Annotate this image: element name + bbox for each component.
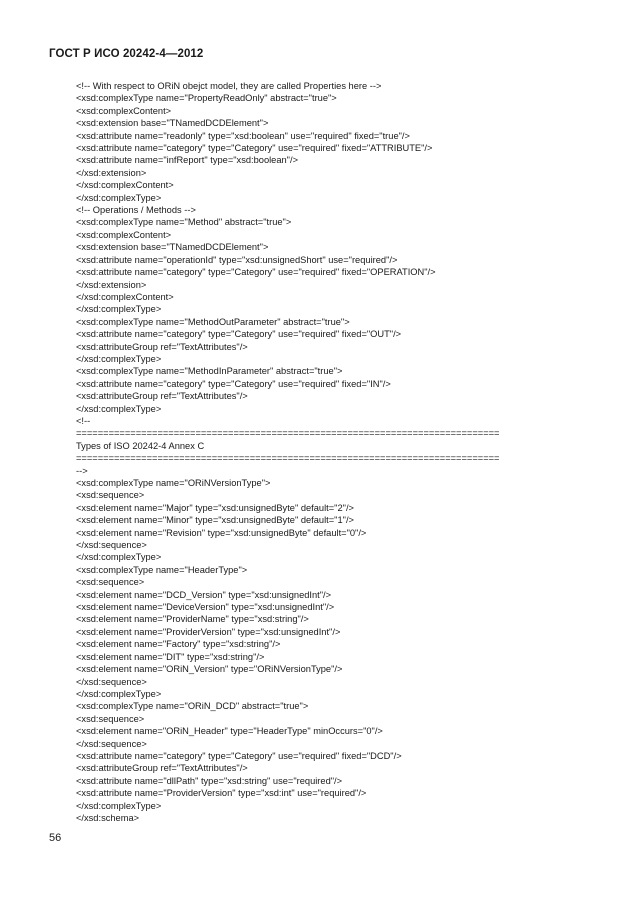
code-line: </xsd:complexType> <box>76 353 162 364</box>
code-line: <xsd:element name="ORiN_Header" type="HeaderType" minOccurs="0"/> <box>76 726 383 737</box>
code-line: </xsd:complexType> <box>76 800 162 811</box>
code-line: </xsd:complexContent> <box>76 180 174 191</box>
code-line: <xsd:complexType name="ORiNVersionType"> <box>76 478 271 488</box>
code-line: <xsd:complexType name="PropertyReadOnly" abstract="true"> <box>76 93 337 104</box>
code-line: <xsd:attribute name="category" type="Category" use="required" fixed="DCD"/> <box>76 750 402 761</box>
code-line: <xsd:sequence> <box>76 490 145 501</box>
code-line: <xsd:element name="ProviderName" type="xsd:string"/> <box>76 614 309 625</box>
code-line: </xsd:schema> <box>76 812 140 823</box>
code-line: <xsd:complexContent> <box>76 105 172 116</box>
code-line: </xsd:sequence> <box>76 676 147 687</box>
code-line: ============================================================================== <box>76 453 500 464</box>
code-line: --> <box>76 465 88 476</box>
code-line: <xsd:element name="ORiN_Version" type="ORiNVersionType"/> <box>76 664 343 675</box>
code-line: <xsd:element name="DeviceVersion" type="xsd:unsignedInt"/> <box>76 602 335 613</box>
code-line: <xsd:attribute name="category" type="Category" use="required" fixed="IN"/> <box>76 378 391 389</box>
code-line: <!-- With respect to ORiN obejct model, they are called Properties here --> <box>76 81 382 91</box>
code-line: <xsd:sequence> <box>76 713 145 724</box>
code-line: <xsd:element name="Minor" type="xsd:unsignedByte" default="1"/> <box>76 515 354 526</box>
code-line: </xsd:complexContent> <box>76 291 174 302</box>
code-line: </xsd:complexType> <box>76 552 162 563</box>
code-line: <xsd:attribute name="infReport" type="xsd:boolean"/> <box>76 155 298 166</box>
code-line: <xsd:element name="Factory" type="xsd:string"/> <box>76 639 281 650</box>
document-header: ГОСТ Р ИСО 20242-4—2012 <box>49 48 204 60</box>
code-line: <!-- Operations / Methods --> <box>76 205 196 216</box>
code-line: </xsd:complexType> <box>76 304 162 315</box>
code-line: </xsd:complexType> <box>76 688 162 699</box>
code-line: <xsd:attribute name="category" type="Category" use="required" fixed="OUT"/> <box>76 329 402 340</box>
page-number: 56 <box>49 832 62 844</box>
code-line: <xsd:attribute name="readonly" type="xsd:boolean" use="required" fixed="true"/> <box>76 130 410 141</box>
code-line: </xsd:extension> <box>76 279 147 290</box>
code-line: <!-- <box>76 415 91 426</box>
code-line: <xsd:attributeGroup ref="TextAttributes"/> <box>76 763 248 774</box>
code-line: <xsd:extension base="TNamedDCDElement"> <box>76 118 269 129</box>
code-line: <xsd:complexType name="HeaderType"> <box>76 564 248 575</box>
code-line: <xsd:element name="Major" type="xsd:unsignedByte" default="2"/> <box>76 502 354 513</box>
code-line: <xsd:attribute name="operationId" type="xsd:unsignedShort" use="required"/> <box>76 254 398 265</box>
code-line: <xsd:attribute name="dllPath" type="xsd:string" use="required"/> <box>76 775 343 786</box>
code-line: <xsd:attributeGroup ref="TextAttributes"/> <box>76 341 248 352</box>
xml-schema-code-block <box>76 80 516 824</box>
code-line: </xsd:sequence> <box>76 540 147 551</box>
code-line: <xsd:complexType name="Method" abstract="true"> <box>76 217 292 228</box>
code-line: <xsd:complexType name="ORiN_DCD" abstract="true"> <box>76 701 309 712</box>
code-line: </xsd:sequence> <box>76 738 147 749</box>
code-line: <xsd:element name="Revision" type="xsd:unsignedByte" default="0"/> <box>76 527 367 538</box>
code-line: Types of ISO 20242-4 Annex C <box>76 440 205 451</box>
code-line: <xsd:complexType name="MethodInParameter" abstract="true"> <box>76 366 343 377</box>
code-line: <xsd:extension base="TNamedDCDElement"> <box>76 242 269 253</box>
code-line: <xsd:attribute name="category" type="Category" use="required" fixed="OPERATION"/> <box>76 267 436 278</box>
code-line: <xsd:sequence> <box>76 577 145 588</box>
code-line: </xsd:complexType> <box>76 403 162 414</box>
code-line: <xsd:attribute name="category" type="Category" use="required" fixed="ATTRIBUTE"/> <box>76 143 433 154</box>
code-line: <xsd:element name="DCD_Version" type="xsd:unsignedInt"/> <box>76 589 332 600</box>
code-line: <xsd:attributeGroup ref="TextAttributes"/> <box>76 391 248 402</box>
code-line: </xsd:complexType> <box>76 192 162 203</box>
code-line: <xsd:attribute name="ProviderVersion" type="xsd:int" use="required"/> <box>76 788 367 799</box>
code-line: <xsd:complexType name="MethodOutParameter" abstract="true"> <box>76 316 350 327</box>
code-line: </xsd:extension> <box>76 167 147 178</box>
code-line: <xsd:element name="ProviderVersion" type="xsd:unsignedInt"/> <box>76 626 341 637</box>
code-line: ============================================================================== <box>76 428 500 439</box>
code-line: <xsd:complexContent> <box>76 229 172 240</box>
code-line: <xsd:element name="DIT" type="xsd:string"/> <box>76 651 265 662</box>
